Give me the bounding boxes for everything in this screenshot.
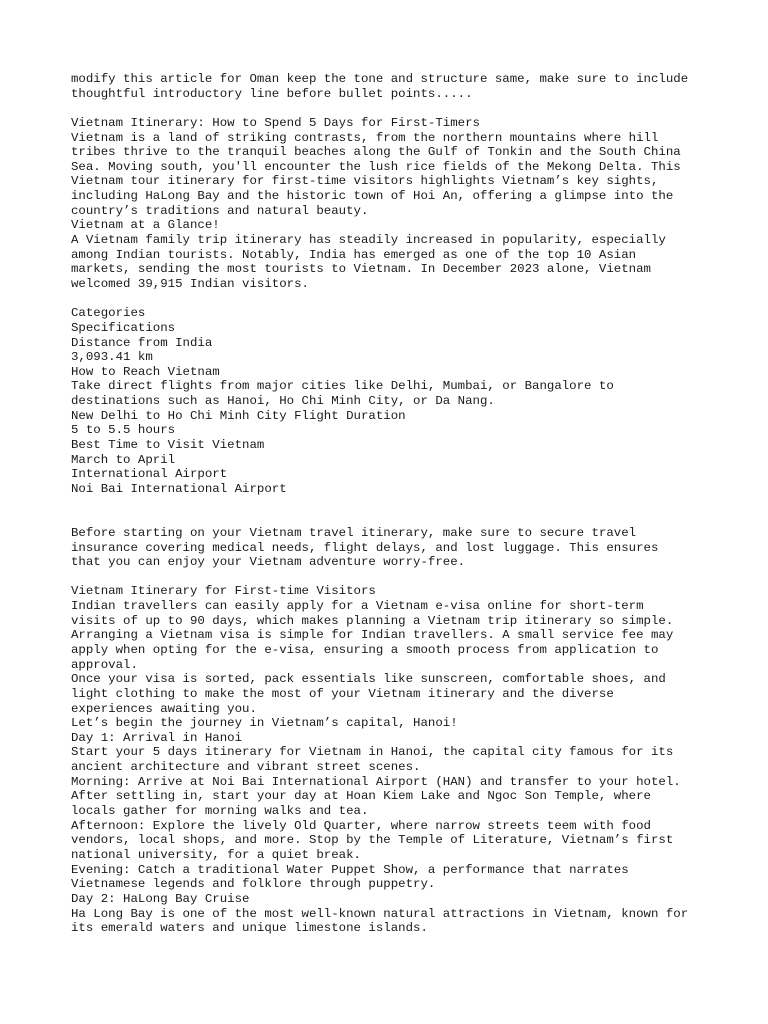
text-line: Best Time to Visit Vietnam (71, 438, 265, 453)
text-line: 3,093.41 km (71, 350, 153, 365)
text-line: national university, for a quiet break. (71, 847, 361, 862)
text-line: Let’s begin the journey in Vietnam’s capital, Hanoi! (71, 716, 458, 731)
text-line: Vietnam tour itinerary for first-time visitors highlights Vietnam’s key sights, (71, 174, 659, 189)
text-line: including HaLong Bay and the historic town of Hoi An, offering a glimpse into the (71, 189, 674, 204)
text-line: destinations such as Hanoi, Ho Chi Minh City, or Da Nang. (71, 394, 495, 409)
text-line: among Indian tourists. Notably, India has emerged as one of the top 10 Asian (71, 247, 637, 262)
text-line: tribes thrive to the tranquil beaches along the Gulf of Tonkin and the South China (71, 145, 681, 160)
text-line: After settling in, start your day at Hoan Kiem Lake and Ngoc Son Temple, where (71, 789, 651, 804)
text-line: Vietnam Itinerary: How to Spend 5 Days for First-Timers (71, 115, 480, 130)
blank-line (71, 101, 731, 116)
text-line: Specifications (71, 320, 176, 335)
text-line: Day 1: Arrival in Hanoi (71, 730, 243, 745)
text-line: Categories (71, 306, 146, 321)
text-line: New Delhi to Ho Chi Minh City Flight Duration (71, 408, 406, 423)
text-line: modify this article for Oman keep the tone and structure same, make sure to include (71, 72, 689, 86)
text-line: locals gather for morning walks and tea. (71, 804, 369, 819)
text-line: insurance covering medical needs, flight delays, and lost luggage. This ensures (71, 540, 659, 555)
text-line: vendors, local shops, and more. Stop by the Temple of Literature, Vietnam’s first (71, 833, 674, 848)
document-body (71, 72, 731, 936)
text-line: approval. (71, 657, 138, 672)
text-line: Afternoon: Explore the lively Old Quarter, where narrow streets teem with food (71, 818, 651, 833)
text-line: ancient architecture and vibrant street scenes. (71, 760, 421, 775)
text-line: Once your visa is sorted, pack essentials like sunscreen, comfortable shoes, and (71, 672, 666, 687)
text-line: Take direct flights from major cities like Delhi, Mumbai, or Bangalore to (71, 379, 614, 394)
text-line: its emerald waters and unique limestone islands. (71, 921, 428, 936)
text-line: that you can enjoy your Vietnam adventure worry-free. (71, 555, 466, 570)
text-line: Arranging a Vietnam visa is simple for Indian travellers. A small service fee may (71, 628, 674, 643)
text-line: International Airport (71, 467, 228, 482)
text-line: March to April (71, 452, 176, 467)
text-line: country’s traditions and natural beauty. (71, 203, 369, 218)
text-line: welcomed 39,915 Indian visitors. (71, 276, 309, 291)
text-line: Vietnam Itinerary for First-time Visitors (71, 584, 376, 599)
text-line: Sea. Moving south, you'll encounter the lush rice fields of the Mekong Delta. This (71, 159, 681, 174)
blank-line (71, 497, 731, 512)
text-line: Vietnamese legends and folklore through puppetry. (71, 877, 436, 892)
text-line: Indian travellers can easily apply for a Vietnam e-visa online for short-term (71, 599, 644, 614)
text-line: visits of up to 90 days, which makes planning a Vietnam trip itinerary so simple. (71, 613, 674, 628)
text-line: Day 2: HaLong Bay Cruise (71, 891, 250, 906)
text-line: Before starting on your Vietnam travel itinerary, make sure to secure travel (71, 525, 637, 540)
blank-line (71, 292, 731, 307)
text-line: Morning: Arrive at Noi Bai International Airport (HAN) and transfer to your hotel. (71, 774, 681, 789)
text-line: apply when opting for the e-visa, ensuring a smooth process from application to (71, 642, 659, 657)
text-line: 5 to 5.5 hours (71, 423, 176, 438)
text-line: Ha Long Bay is one of the most well-known natural attractions in Vietnam, known for (71, 906, 689, 921)
text-line: Start your 5 days itinerary for Vietnam in Hanoi, the capital city famous for its (71, 745, 674, 760)
text-line: Vietnam at a Glance! (71, 218, 220, 233)
text-line: Distance from India (71, 335, 213, 350)
text-line: light clothing to make the most of your Vietnam itinerary and the diverse (71, 686, 614, 701)
text-line: experiences awaiting you. (71, 701, 257, 716)
text-line: thoughtful introductory line before bullet points..... (71, 86, 473, 101)
text-line: markets, sending the most tourists to Vietnam. In December 2023 alone, Vietnam (71, 262, 651, 277)
text-line: A Vietnam family trip itinerary has steadily increased in popularity, especially (71, 233, 666, 248)
blank-line (71, 570, 731, 585)
text-line: Vietnam is a land of striking contrasts, from the northern mountains where hill (71, 130, 659, 145)
text-line: How to Reach Vietnam (71, 364, 220, 379)
text-line: Noi Bai International Airport (71, 481, 287, 496)
blank-line (71, 511, 731, 526)
text-line: Evening: Catch a traditional Water Puppet Show, a performance that narrates (71, 862, 629, 877)
